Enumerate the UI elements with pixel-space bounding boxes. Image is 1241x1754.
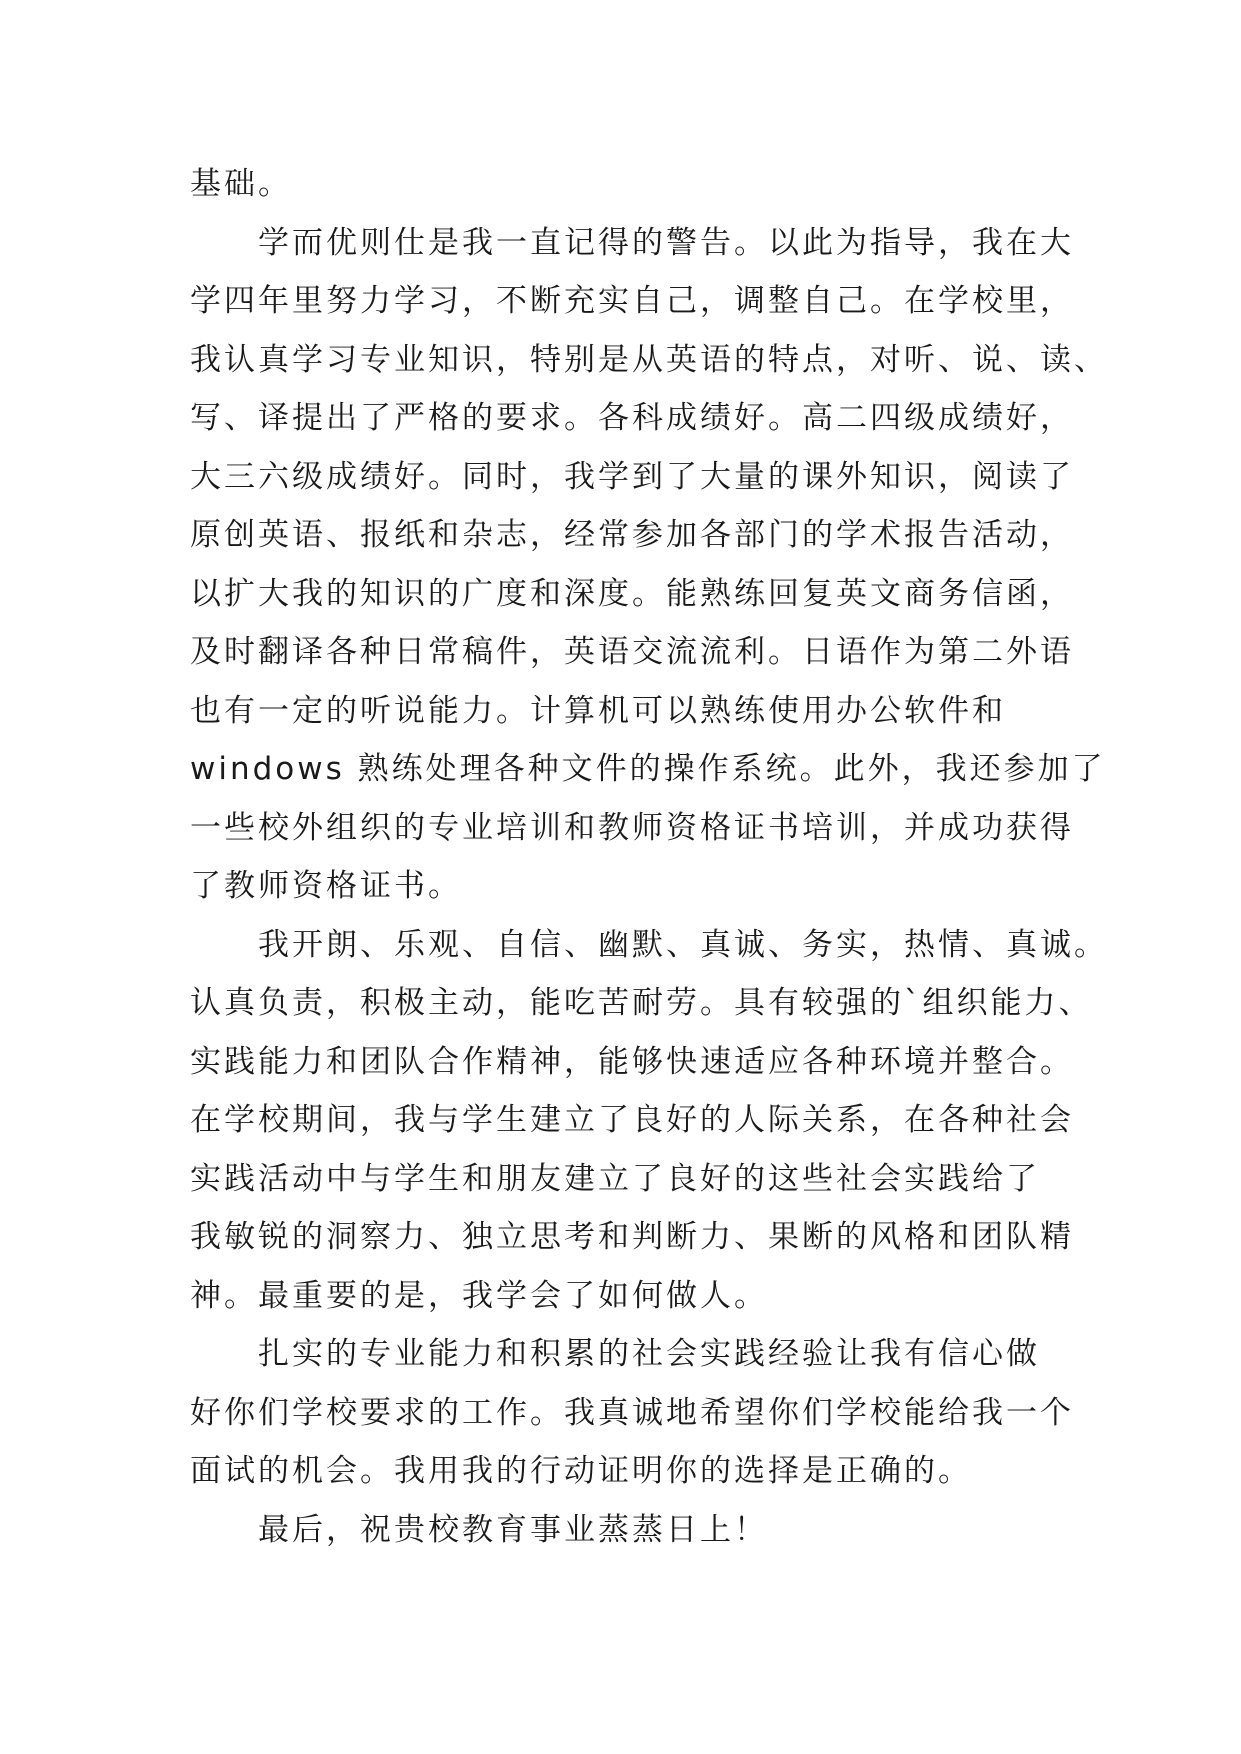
text-line: 我开朗、乐观、自信、幽默、真诚、务实，热情、真诚。 (258, 926, 1108, 963)
text-line: 学四年里努力学习，不断充实自己，调整自己。在学校里， (190, 283, 1074, 319)
text-line: 神。最重要的是，我学会了如何做人。 (190, 1277, 768, 1314)
text-line: 大三六级成绩好。同时，我学到了大量的课外知识，阅读了 (190, 458, 1074, 495)
text-line: 了教师资格证书。 (190, 868, 462, 904)
text-line: 写、译提出了严格的要求。各科成绩好。高二四级成绩好， (190, 400, 1074, 436)
text-line: 我认真学习专业知识，特别是从英语的特点，对听、说、读、 (190, 341, 1108, 378)
text-line: 实践能力和团队合作精神，能够快速适应各种环境并整合。 (190, 1043, 1074, 1080)
text-line: 也有一定的听说能力。计算机可以熟练使用办公软件和 (190, 692, 1006, 729)
document-body (190, 155, 1108, 1559)
text-line: 基础。 (190, 166, 292, 202)
text-line: 以扩大我的知识的广度和深度。能熟练回复英文商务信函， (190, 575, 1074, 612)
paragraph-2 (190, 214, 1108, 916)
text-line: 最后，祝贵校教育事业蒸蒸日上！ (258, 1511, 768, 1548)
text-line: 一些校外组织的专业培训和教师资格证书培训，并成功获得 (190, 809, 1074, 846)
text-line: 实践活动中与学生和朋友建立了良好的这些社会实践给了 (190, 1160, 1040, 1197)
text-line: windows 熟练处理各种文件的操作系统。此外，我还参加了 (190, 751, 1106, 787)
text-line: 学而优则仕是我一直记得的警告。以此为指导，我在大 (258, 224, 1074, 261)
paragraph-5 (190, 1501, 1070, 1560)
text-line: 认真负责，积极主动，能吃苦耐劳。具有较强的`组织能力、 (190, 985, 1093, 1021)
text-line: 我敏锐的洞察力、独立思考和判断力、果断的风格和团队精 (190, 1219, 1074, 1255)
text-line: 面试的机会。我用我的行动证明你的选择是正确的。 (190, 1453, 972, 1489)
text-line: 及时翻译各种日常稿件，英语交流流利。日语作为第二外语 (190, 634, 1074, 670)
paragraph-4 (190, 1325, 1074, 1501)
text-line: 原创英语、报纸和杂志，经常参加各部门的学术报告活动， (190, 517, 1074, 553)
text-line: 在学校期间，我与学生建立了良好的人际关系，在各种社会 (190, 1102, 1074, 1138)
paragraph-1 (190, 155, 1070, 214)
text-line: 好你们学校要求的工作。我真诚地希望你们学校能给我一个 (190, 1394, 1074, 1431)
paragraph-3 (190, 916, 1108, 1326)
text-line: 扎实的专业能力和积累的社会实践经验让我有信心做 (258, 1336, 1040, 1372)
